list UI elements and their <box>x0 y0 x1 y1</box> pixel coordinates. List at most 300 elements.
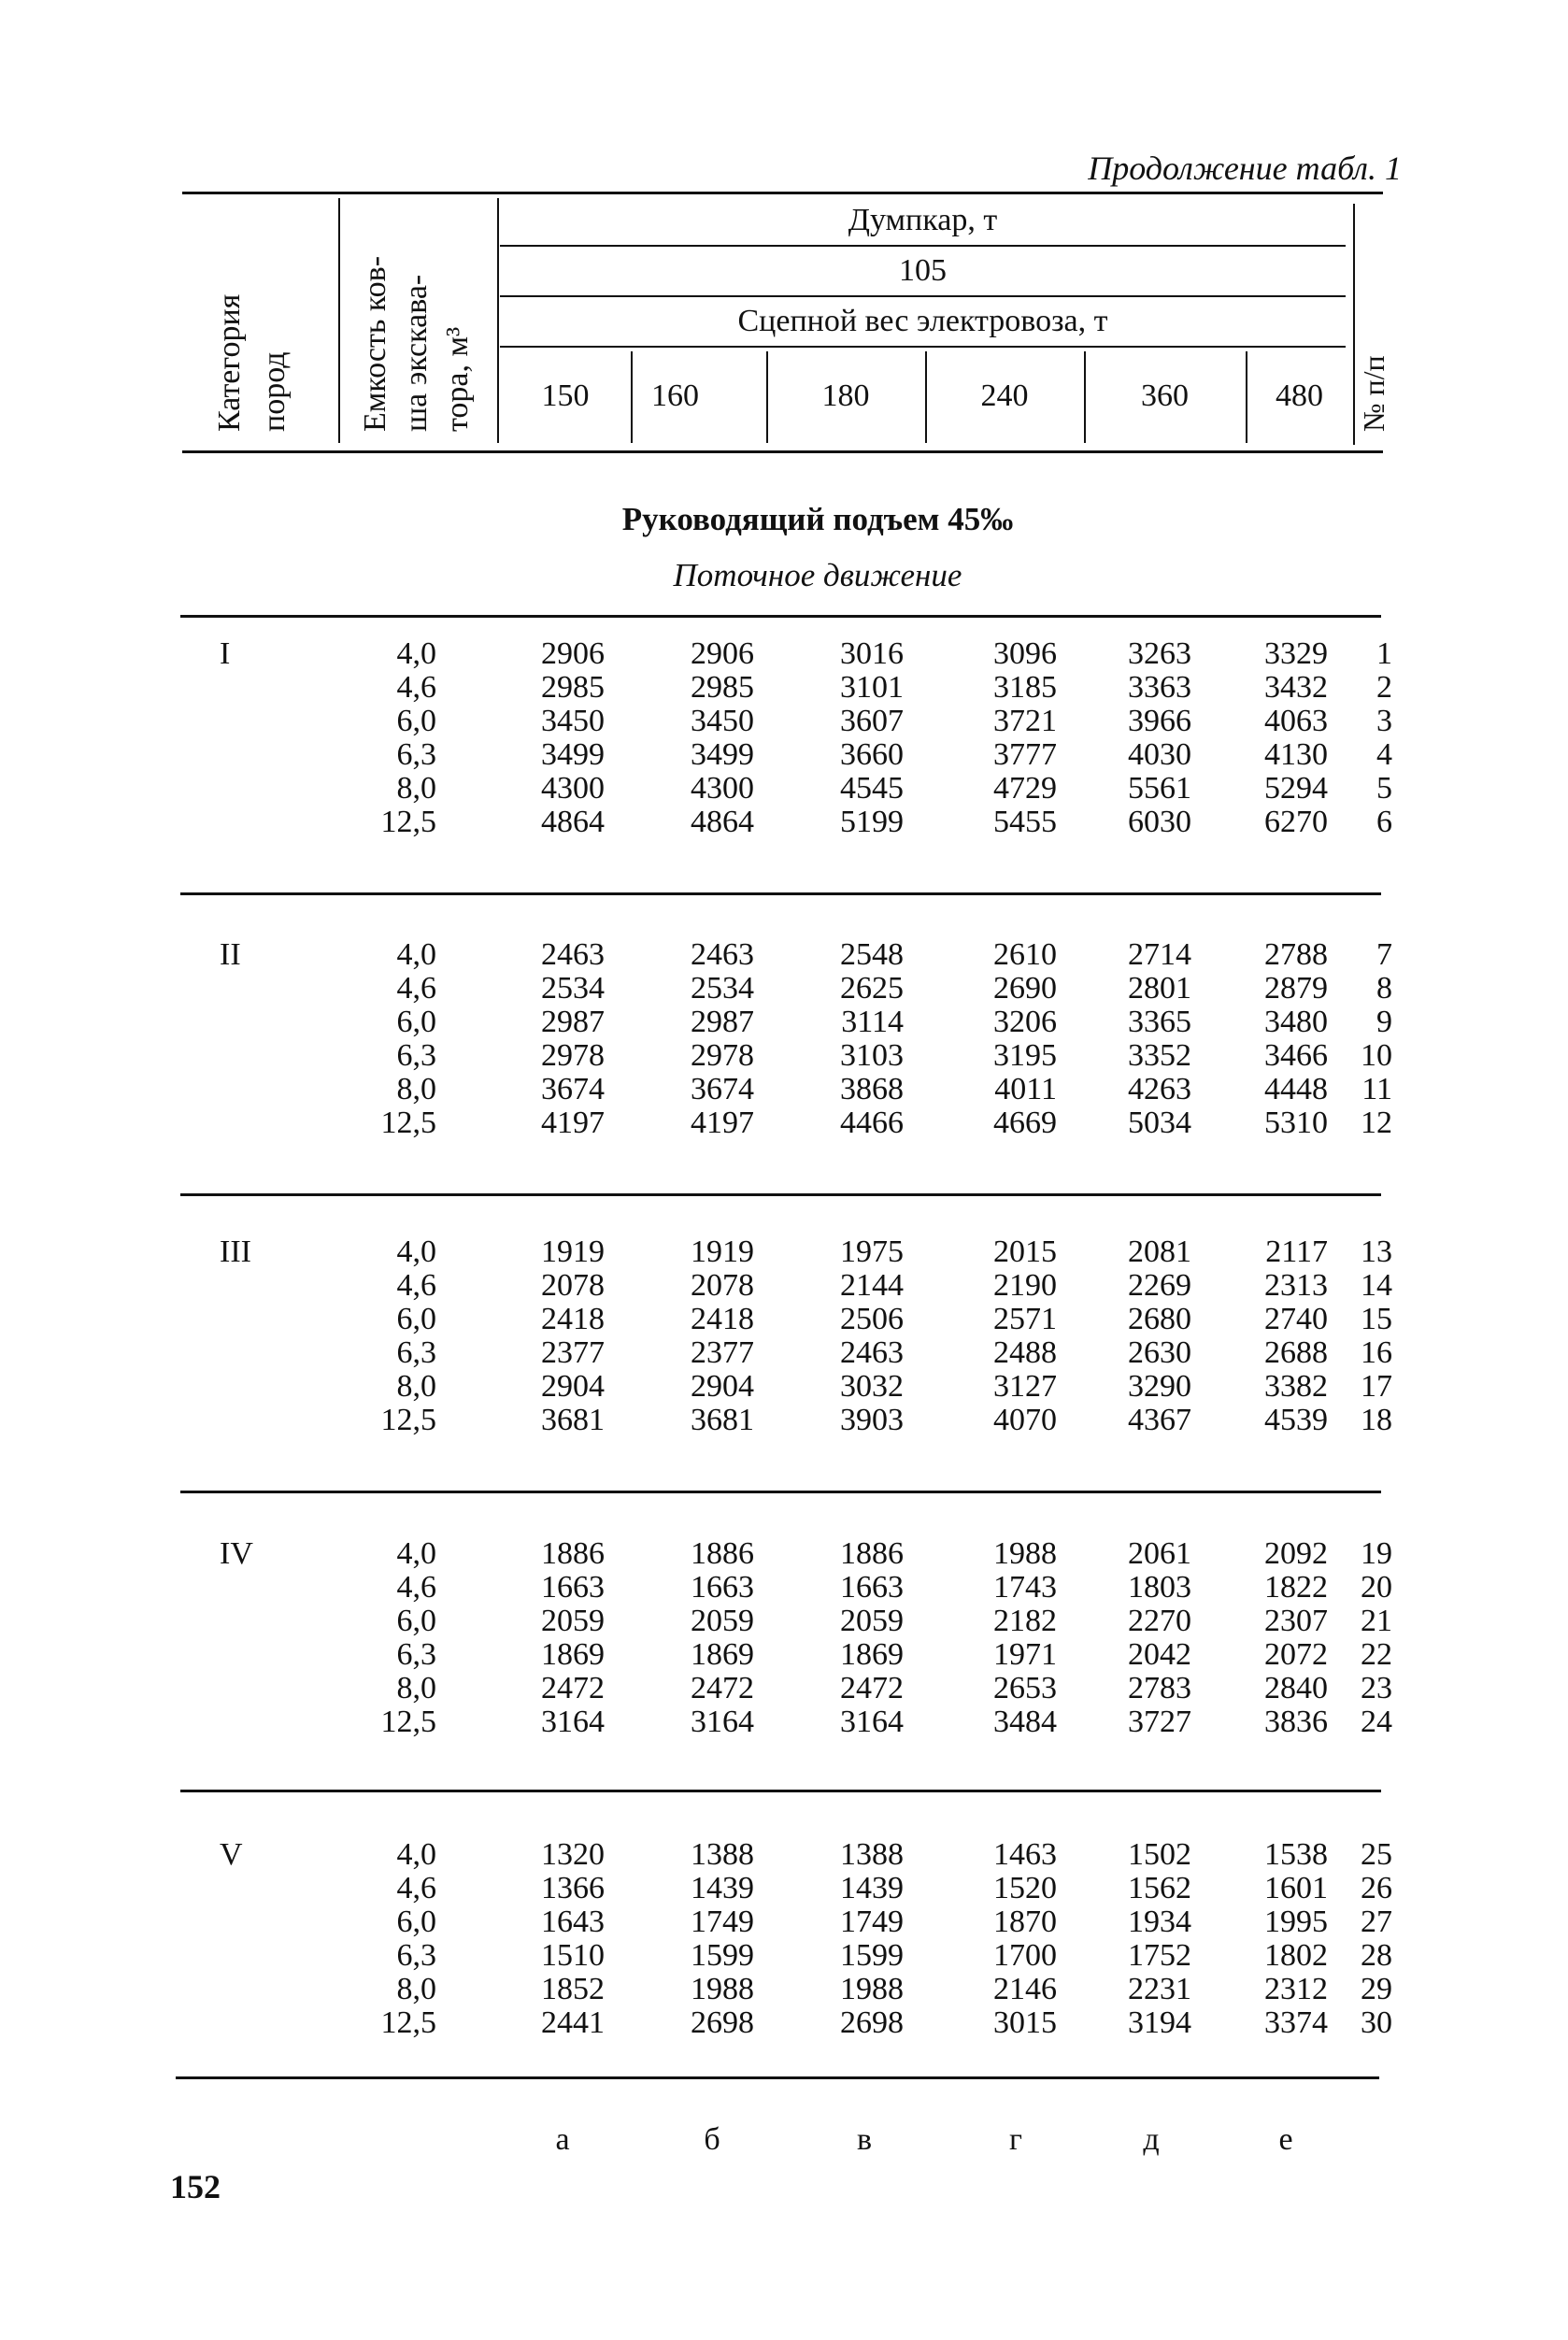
value-cell: 2269 <box>1128 1268 1191 1303</box>
value-cell: 4669 <box>993 1106 1057 1140</box>
bucket-capacity-cell: 12,5 <box>380 1106 436 1140</box>
value-cell: 2072 <box>1264 1637 1328 1672</box>
bucket-capacity-cell: 6,0 <box>396 1302 436 1336</box>
value-cell: 1749 <box>691 1905 754 1939</box>
value-cell: 2985 <box>691 670 754 705</box>
bucket-capacity-cell: 4,6 <box>396 1268 436 1303</box>
value-cell: 1869 <box>541 1637 605 1672</box>
table-row <box>0 1073 1568 1106</box>
header-weight-180: 180 <box>821 378 870 413</box>
value-cell: 2904 <box>541 1369 605 1404</box>
value-cell: 4263 <box>1128 1072 1191 1106</box>
value-cell: 1869 <box>840 1637 904 1672</box>
value-cell: 2534 <box>691 971 754 1006</box>
value-cell: 3484 <box>993 1705 1057 1739</box>
value-cell: 1366 <box>541 1871 605 1905</box>
table-row <box>0 738 1568 772</box>
value-cell: 3290 <box>1128 1369 1191 1404</box>
bucket-capacity-cell: 8,0 <box>396 1369 436 1404</box>
value-cell: 3674 <box>541 1072 605 1106</box>
value-cell: 3206 <box>993 1005 1057 1039</box>
bucket-capacity-cell: 6,3 <box>396 1938 436 1973</box>
value-cell: 2688 <box>1264 1335 1328 1370</box>
value-cell: 2653 <box>993 1671 1057 1705</box>
value-cell: 2978 <box>541 1038 605 1073</box>
value-cell: 3194 <box>1128 2005 1191 2040</box>
value-cell: 3329 <box>1264 636 1328 671</box>
table-row <box>0 772 1568 806</box>
table-row <box>0 1872 1568 1905</box>
column-letter: д <box>1143 2122 1160 2157</box>
value-cell: 2987 <box>691 1005 754 1039</box>
value-cell: 2182 <box>993 1604 1057 1638</box>
value-cell: 4864 <box>691 805 754 839</box>
table-row <box>0 671 1568 705</box>
row-number-cell: 9 <box>1376 1005 1392 1039</box>
value-cell: 1743 <box>993 1570 1057 1605</box>
value-cell: 2092 <box>1264 1536 1328 1571</box>
table-row <box>0 1006 1568 1039</box>
value-cell: 1700 <box>993 1938 1057 1973</box>
value-cell: 1886 <box>691 1536 754 1571</box>
table-row <box>0 1672 1568 1705</box>
value-cell: 1502 <box>1128 1837 1191 1872</box>
table-row <box>0 637 1568 671</box>
value-cell: 2548 <box>840 937 904 972</box>
table-row <box>0 1571 1568 1605</box>
row-number-cell: 12 <box>1361 1106 1392 1140</box>
value-cell: 4300 <box>541 771 605 806</box>
continuation-caption: Продолжение табл. 1 <box>1088 150 1402 187</box>
bucket-capacity-cell: 6,3 <box>396 737 436 772</box>
value-cell: 2418 <box>691 1302 754 1336</box>
header-divider-w2 <box>766 351 768 443</box>
value-cell: 3660 <box>840 737 904 772</box>
row-number-cell: 28 <box>1361 1938 1392 1973</box>
row-number-cell: 22 <box>1361 1637 1392 1672</box>
value-cell: 2506 <box>840 1302 904 1336</box>
bucket-capacity-cell: 6,0 <box>396 704 436 738</box>
value-cell: 4197 <box>691 1106 754 1140</box>
header-rule-3 <box>500 346 1346 348</box>
table-row <box>0 1370 1568 1404</box>
bucket-capacity-cell: 6,3 <box>396 1637 436 1672</box>
bucket-capacity-cell: 12,5 <box>380 1403 436 1437</box>
value-cell: 4466 <box>840 1106 904 1140</box>
value-cell: 1752 <box>1128 1938 1191 1973</box>
value-cell: 3096 <box>993 636 1057 671</box>
value-cell: 1822 <box>1264 1570 1328 1605</box>
value-cell: 1975 <box>840 1234 904 1269</box>
row-number-cell: 26 <box>1361 1871 1392 1905</box>
table-row <box>0 806 1568 839</box>
category-label: V <box>220 1837 243 1872</box>
table-row <box>0 1939 1568 1973</box>
value-cell: 5294 <box>1264 771 1328 806</box>
value-cell: 2472 <box>840 1671 904 1705</box>
block-separator-rule <box>180 1491 1381 1493</box>
value-cell: 2081 <box>1128 1234 1191 1269</box>
value-cell: 3374 <box>1264 2005 1328 2040</box>
value-cell: 2783 <box>1128 1671 1191 1705</box>
value-cell: 3674 <box>691 1072 754 1106</box>
value-cell: 2313 <box>1264 1268 1328 1303</box>
value-cell: 1388 <box>691 1837 754 1872</box>
value-cell: 1520 <box>993 1871 1057 1905</box>
table-row <box>0 972 1568 1006</box>
row-number-cell: 7 <box>1376 937 1392 972</box>
value-cell: 3721 <box>993 704 1057 738</box>
value-cell: 1663 <box>541 1570 605 1605</box>
table-row <box>0 1336 1568 1370</box>
bucket-capacity-cell: 4,0 <box>396 636 436 671</box>
value-cell: 1599 <box>691 1938 754 1973</box>
table-row <box>0 1973 1568 2006</box>
bucket-capacity-cell: 6,0 <box>396 1604 436 1638</box>
value-cell: 2078 <box>691 1268 754 1303</box>
value-cell: 2307 <box>1264 1604 1328 1638</box>
row-number-cell: 1 <box>1376 636 1392 671</box>
header-weight-160: 160 <box>651 378 699 413</box>
value-cell: 2190 <box>993 1268 1057 1303</box>
row-number-cell: 18 <box>1361 1403 1392 1437</box>
value-cell: 1599 <box>840 1938 904 1973</box>
value-cell: 1934 <box>1128 1905 1191 1939</box>
category-label: IV <box>220 1536 253 1571</box>
value-cell: 3127 <box>993 1369 1057 1404</box>
value-cell: 2377 <box>541 1335 605 1370</box>
value-cell: 1439 <box>691 1871 754 1905</box>
value-cell: 5310 <box>1264 1106 1328 1140</box>
category-label: I <box>220 636 231 671</box>
row-number-cell: 23 <box>1361 1671 1392 1705</box>
value-cell: 2571 <box>993 1302 1057 1336</box>
value-cell: 1320 <box>541 1837 605 1872</box>
value-cell: 4130 <box>1264 737 1328 772</box>
value-cell: 3114 <box>841 1005 904 1039</box>
value-cell: 5034 <box>1128 1106 1191 1140</box>
bucket-capacity-cell: 4,6 <box>396 1871 436 1905</box>
value-cell: 2985 <box>541 670 605 705</box>
row-number-cell: 25 <box>1361 1837 1392 1872</box>
value-cell: 3777 <box>993 737 1057 772</box>
bucket-capacity-cell: 4,6 <box>396 670 436 705</box>
value-cell: 3101 <box>840 670 904 705</box>
bucket-capacity-cell: 4,6 <box>396 1570 436 1605</box>
row-number-cell: 4 <box>1376 737 1392 772</box>
row-number-cell: 21 <box>1361 1604 1392 1638</box>
bucket-capacity-cell: 12,5 <box>380 2005 436 2040</box>
value-cell: 1852 <box>541 1972 605 2006</box>
value-cell: 3466 <box>1264 1038 1328 1073</box>
row-number-cell: 11 <box>1361 1072 1392 1106</box>
table-row <box>0 2006 1568 2040</box>
value-cell: 3032 <box>840 1369 904 1404</box>
value-cell: 5561 <box>1128 771 1191 806</box>
column-letter: а <box>555 2122 570 2157</box>
value-cell: 1988 <box>691 1972 754 2006</box>
bucket-capacity-cell: 12,5 <box>380 1705 436 1739</box>
value-cell: 1971 <box>993 1637 1057 1672</box>
value-cell: 1663 <box>691 1570 754 1605</box>
value-cell: 1919 <box>691 1234 754 1269</box>
value-cell: 3681 <box>691 1403 754 1437</box>
row-number-cell: 8 <box>1376 971 1392 1006</box>
header-category-line2: пород <box>257 351 292 432</box>
value-cell: 2698 <box>691 2005 754 2040</box>
value-cell: 3450 <box>541 704 605 738</box>
bucket-capacity-cell: 4,0 <box>396 1837 436 1872</box>
table-row <box>0 1605 1568 1638</box>
table-row <box>0 1269 1568 1303</box>
value-cell: 4864 <box>541 805 605 839</box>
value-cell: 2463 <box>541 937 605 972</box>
header-dumpcar: Думпкар, т <box>848 203 998 237</box>
value-cell: 2788 <box>1264 937 1328 972</box>
bucket-capacity-cell: 12,5 <box>380 805 436 839</box>
block-separator-rule <box>180 1193 1381 1196</box>
value-cell: 1802 <box>1264 1938 1328 1973</box>
value-cell: 4030 <box>1128 737 1191 772</box>
bucket-capacity-cell: 4,0 <box>396 1536 436 1571</box>
block-separator-rule <box>180 615 1381 618</box>
value-cell: 3727 <box>1128 1705 1191 1739</box>
value-cell: 4197 <box>541 1106 605 1140</box>
bucket-capacity-cell: 4,0 <box>396 937 436 972</box>
value-cell: 1803 <box>1128 1570 1191 1605</box>
value-cell: 2061 <box>1128 1536 1191 1571</box>
value-cell: 3607 <box>840 704 904 738</box>
value-cell: 2042 <box>1128 1637 1191 1672</box>
header-bottom-rule <box>182 450 1383 453</box>
header-dumpcar-value: 105 <box>899 253 947 288</box>
value-cell: 2146 <box>993 1972 1057 2006</box>
value-cell: 3164 <box>691 1705 754 1739</box>
bucket-capacity-cell: 6,0 <box>396 1905 436 1939</box>
value-cell: 2078 <box>541 1268 605 1303</box>
header-divider-cat <box>338 198 340 443</box>
value-cell: 2714 <box>1128 937 1191 972</box>
section-title: Руководящий подъем 45‰ <box>621 501 1014 537</box>
value-cell: 1538 <box>1264 1837 1328 1872</box>
value-cell: 3450 <box>691 704 754 738</box>
value-cell: 2534 <box>541 971 605 1006</box>
section-subtitle: Поточное движение <box>673 557 962 593</box>
bucket-capacity-cell: 8,0 <box>396 1072 436 1106</box>
block-separator-rule <box>180 1790 1381 1792</box>
value-cell: 4063 <box>1264 704 1328 738</box>
value-cell: 2463 <box>840 1335 904 1370</box>
row-number-cell: 24 <box>1361 1705 1392 1739</box>
value-cell: 4539 <box>1264 1403 1328 1437</box>
value-cell: 2144 <box>840 1268 904 1303</box>
header-bucket-line3: тора, м³ <box>440 326 475 432</box>
header-divider-bucket <box>497 198 499 443</box>
bucket-capacity-cell: 8,0 <box>396 1671 436 1705</box>
value-cell: 2906 <box>691 636 754 671</box>
table-row <box>0 705 1568 738</box>
value-cell: 2630 <box>1128 1335 1191 1370</box>
value-cell: 5199 <box>840 805 904 839</box>
value-cell: 1439 <box>840 1871 904 1905</box>
value-cell: 2472 <box>691 1671 754 1705</box>
value-cell: 3195 <box>993 1038 1057 1073</box>
value-cell: 1886 <box>541 1536 605 1571</box>
value-cell: 3480 <box>1264 1005 1328 1039</box>
value-cell: 2270 <box>1128 1604 1191 1638</box>
value-cell: 3499 <box>691 737 754 772</box>
value-cell: 4729 <box>993 771 1057 806</box>
value-cell: 2418 <box>541 1302 605 1336</box>
value-cell: 3015 <box>993 2005 1057 2040</box>
value-cell: 1886 <box>840 1536 904 1571</box>
value-cell: 2117 <box>1265 1234 1328 1269</box>
row-number-cell: 2 <box>1376 670 1392 705</box>
value-cell: 3164 <box>541 1705 605 1739</box>
table-row <box>0 1106 1568 1140</box>
value-cell: 4367 <box>1128 1403 1191 1437</box>
value-cell: 2488 <box>993 1335 1057 1370</box>
value-cell: 3681 <box>541 1403 605 1437</box>
value-cell: 1995 <box>1264 1905 1328 1939</box>
value-cell: 2059 <box>691 1604 754 1638</box>
header-bucket-line1: Емкость ков- <box>358 255 392 432</box>
table-row <box>0 1235 1568 1269</box>
row-number-cell: 16 <box>1361 1335 1392 1370</box>
category-label: II <box>220 937 241 972</box>
row-number-cell: 3 <box>1376 704 1392 738</box>
header-top-rule <box>182 192 1383 194</box>
value-cell: 2312 <box>1264 1972 1328 2006</box>
value-cell: 4011 <box>994 1072 1057 1106</box>
row-number-cell: 20 <box>1361 1570 1392 1605</box>
value-cell: 3382 <box>1264 1369 1328 1404</box>
header-divider-w4 <box>1084 351 1086 443</box>
value-cell: 3352 <box>1128 1038 1191 1073</box>
value-cell: 3263 <box>1128 636 1191 671</box>
value-cell: 3185 <box>993 670 1057 705</box>
value-cell: 1919 <box>541 1234 605 1269</box>
bucket-capacity-cell: 6,3 <box>396 1335 436 1370</box>
value-cell: 3016 <box>840 636 904 671</box>
table-row <box>0 1838 1568 1872</box>
value-cell: 2840 <box>1264 1671 1328 1705</box>
page-number: 152 <box>170 2168 221 2205</box>
header-number-col: № п/п <box>1357 355 1390 432</box>
row-number-cell: 14 <box>1361 1268 1392 1303</box>
header-divider-w1 <box>631 351 633 443</box>
value-cell: 2625 <box>840 971 904 1006</box>
value-cell: 3903 <box>840 1403 904 1437</box>
column-letter: е <box>1278 2122 1293 2157</box>
value-cell: 2879 <box>1264 971 1328 1006</box>
value-cell: 1562 <box>1128 1871 1191 1905</box>
header-divider-w3 <box>925 351 927 443</box>
value-cell: 1749 <box>840 1905 904 1939</box>
bucket-capacity-cell: 4,0 <box>396 1234 436 1269</box>
header-category-line1: Категория <box>212 293 247 432</box>
bucket-capacity-cell: 8,0 <box>396 771 436 806</box>
header-divider-w5 <box>1246 351 1247 443</box>
header-divider-no <box>1353 204 1355 445</box>
value-cell: 1869 <box>691 1637 754 1672</box>
value-cell: 1463 <box>993 1837 1057 1872</box>
header-weight-360: 360 <box>1141 378 1189 413</box>
row-number-cell: 19 <box>1361 1536 1392 1571</box>
value-cell: 4070 <box>993 1403 1057 1437</box>
value-cell: 1510 <box>541 1938 605 1973</box>
row-number-cell: 13 <box>1361 1234 1392 1269</box>
value-cell: 2801 <box>1128 971 1191 1006</box>
value-cell: 3432 <box>1264 670 1328 705</box>
value-cell: 5455 <box>993 805 1057 839</box>
value-cell: 3164 <box>840 1705 904 1739</box>
value-cell: 2610 <box>993 937 1057 972</box>
row-number-cell: 15 <box>1361 1302 1392 1336</box>
header-bucket-line2: ша экскава- <box>399 274 434 432</box>
value-cell: 2231 <box>1128 1972 1191 2006</box>
header-weight-480: 480 <box>1276 378 1323 413</box>
value-cell: 3365 <box>1128 1005 1191 1039</box>
header-coupling-weight: Сцепной вес электровоза, т <box>737 304 1108 338</box>
value-cell: 1388 <box>840 1837 904 1872</box>
bucket-capacity-cell: 6,0 <box>396 1005 436 1039</box>
value-cell: 4545 <box>840 771 904 806</box>
value-cell: 2441 <box>541 2005 605 2040</box>
value-cell: 2059 <box>541 1604 605 1638</box>
table-row <box>0 1404 1568 1437</box>
row-number-cell: 27 <box>1361 1905 1392 1939</box>
bucket-capacity-cell: 8,0 <box>396 1972 436 2006</box>
table-row <box>0 1705 1568 1739</box>
value-cell: 2978 <box>691 1038 754 1073</box>
value-cell: 4448 <box>1264 1072 1328 1106</box>
table-row <box>0 1905 1568 1939</box>
value-cell: 2059 <box>840 1604 904 1638</box>
row-number-cell: 17 <box>1361 1369 1392 1404</box>
header-weight-240: 240 <box>980 378 1029 413</box>
header-rule-1 <box>500 245 1346 247</box>
column-letter: б <box>704 2122 720 2157</box>
table-bottom-rule <box>176 2076 1379 2079</box>
value-cell: 1988 <box>840 1972 904 2006</box>
value-cell: 2987 <box>541 1005 605 1039</box>
value-cell: 2690 <box>993 971 1057 1006</box>
table-row <box>0 1638 1568 1672</box>
value-cell: 1663 <box>840 1570 904 1605</box>
value-cell: 1870 <box>993 1905 1057 1939</box>
value-cell: 3868 <box>840 1072 904 1106</box>
value-cell: 2015 <box>993 1234 1057 1269</box>
value-cell: 1601 <box>1264 1871 1328 1905</box>
value-cell: 3103 <box>840 1038 904 1073</box>
value-cell: 3966 <box>1128 704 1191 738</box>
row-number-cell: 10 <box>1361 1038 1392 1073</box>
value-cell: 2740 <box>1264 1302 1328 1336</box>
row-number-cell: 30 <box>1361 2005 1392 2040</box>
row-number-cell: 5 <box>1376 771 1392 806</box>
value-cell: 2698 <box>840 2005 904 2040</box>
table-row <box>0 1303 1568 1336</box>
category-label: III <box>220 1234 251 1269</box>
header-rule-2 <box>500 295 1346 297</box>
row-number-cell: 6 <box>1376 805 1392 839</box>
value-cell: 1988 <box>993 1536 1057 1571</box>
value-cell: 6270 <box>1264 805 1328 839</box>
column-letter: г <box>1009 2122 1022 2157</box>
value-cell: 2904 <box>691 1369 754 1404</box>
value-cell: 2680 <box>1128 1302 1191 1336</box>
